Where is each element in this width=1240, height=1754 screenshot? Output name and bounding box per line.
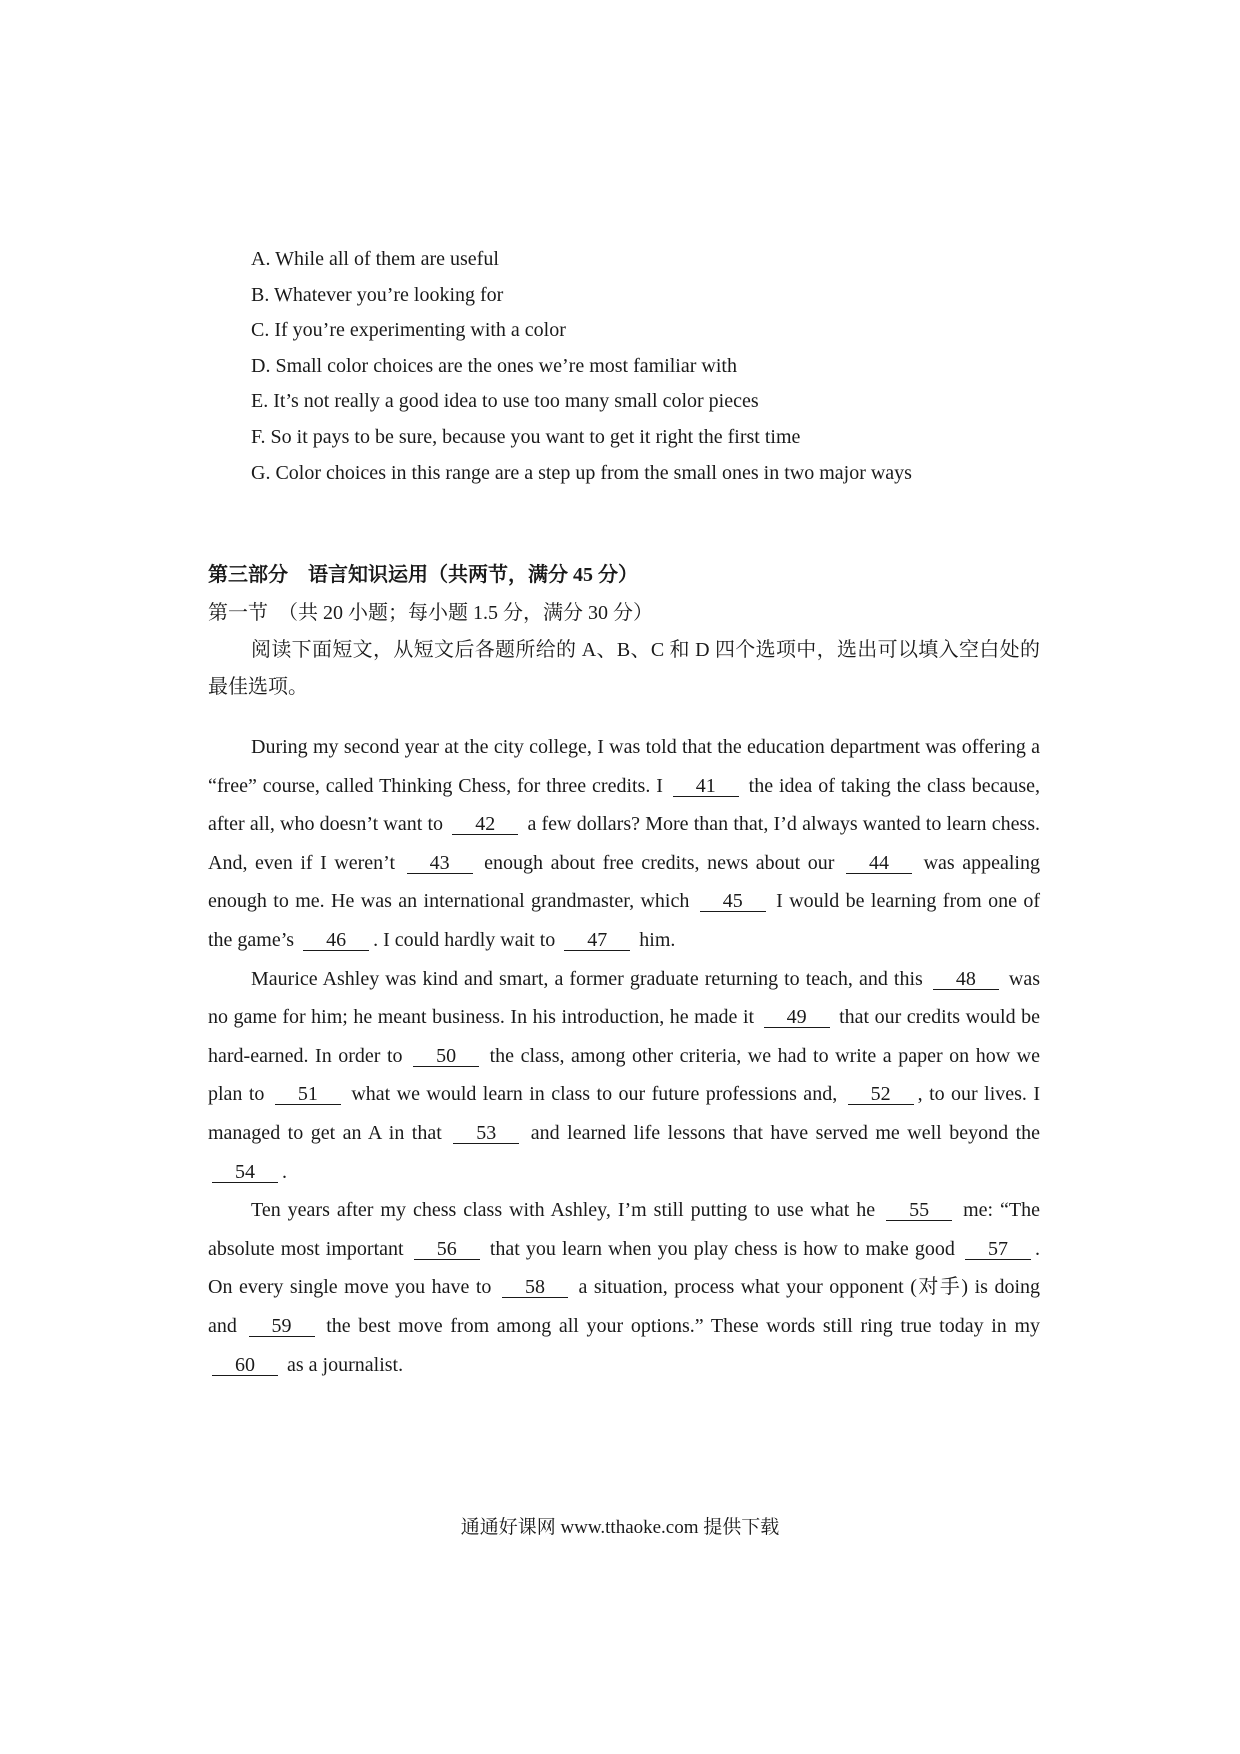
option-d: D. Small color choices are the ones we’re most familiar with <box>251 354 737 377</box>
text: what we would learn in class to our future professions and, <box>351 1083 838 1106</box>
text: as a journalist. <box>287 1353 404 1376</box>
text: that you learn when you play chess is how to make good <box>489 1237 955 1260</box>
blank-44: 44 <box>846 853 912 874</box>
text: a situation, process what your opponent (对手) is doing and <box>208 1276 1041 1337</box>
blank-51: 51 <box>275 1084 341 1105</box>
option-c: C. If you’re experimenting with a color <box>251 319 566 342</box>
text: Maurice Ashley was kind and smart, a former graduate returning to teach, and this <box>251 967 923 990</box>
answer-options-list <box>251 242 1111 491</box>
blank-42: 42 <box>452 814 518 835</box>
option-b: B. Whatever you’re looking for <box>251 283 504 306</box>
text: him. <box>639 928 676 951</box>
blank-43: 43 <box>407 853 473 874</box>
text: . On every single move you have to <box>208 1237 1040 1299</box>
blank-49: 49 <box>764 1007 830 1028</box>
text: , to our lives. I managed to get an A in that <box>208 1083 1041 1144</box>
blank-45: 45 <box>700 891 766 912</box>
blank-53: 53 <box>453 1123 519 1144</box>
blank-54: 54 <box>212 1162 278 1183</box>
blank-57: 57 <box>965 1239 1031 1260</box>
text: was no game for him; he meant business. In his introduction, he made it <box>208 967 1041 1029</box>
blank-47: 47 <box>564 930 630 951</box>
blank-56: 56 <box>414 1239 480 1260</box>
option-a: A. While all of them are useful <box>251 248 499 270</box>
cloze-passage <box>208 728 1040 1384</box>
option-e: E. It’s not really a good idea to use too many small color pieces <box>251 390 759 413</box>
text: and learned life lessons that have served me well beyond the <box>530 1121 1041 1144</box>
paragraph-2 <box>208 960 1040 1192</box>
blank-55: 55 <box>886 1200 952 1221</box>
text: I would be learning from one of the game’s <box>208 890 1041 951</box>
text: During my second year at the city college, I was told that the education department was offering a “free” course, called Thinking Chess, for three credits. I <box>208 736 1040 797</box>
text: . I could hardly wait to <box>373 928 556 951</box>
blank-58: 58 <box>502 1277 568 1298</box>
text: the idea of taking the class because, after all, who doesn’t want to <box>208 774 1040 836</box>
section-title: 第三部分 语言知识运用（共两节，满分 45 分） <box>208 564 638 586</box>
blank-59: 59 <box>249 1316 315 1337</box>
blank-46: 46 <box>303 930 369 951</box>
text: Ten years after my chess class with Ashley, I’m still putting to use what he <box>251 1199 876 1222</box>
section-subtitle: 第一节 （共 20 小题；每小题 1.5 分，满分 30 分） <box>208 602 653 624</box>
text: was appealing enough to me. He was an international grandmaster, which <box>208 851 1040 913</box>
blank-48: 48 <box>933 969 999 990</box>
blank-50: 50 <box>413 1046 479 1067</box>
section-instruction: 阅读下面短文，从短文后各题所给的 A、B、C 和 D 四个选项中，选出可以填入空白处的最佳选项。 <box>208 639 1040 698</box>
page-footer: 通通好课网 www.tthaoke.com 提供下载 <box>460 1517 780 1538</box>
text: the class, among other criteria, we had to write a paper on how we plan to <box>208 1044 1041 1106</box>
paragraph-1 <box>208 728 1040 960</box>
blank-52: 52 <box>848 1084 914 1105</box>
text: . <box>282 1160 287 1183</box>
text: that our credits would be hard-earned. In order to <box>208 1006 1040 1067</box>
option-f: F. So it pays to be sure, because you want to get it right the first time <box>251 425 801 448</box>
text: the best move from among all your options.” These words still ring true today in my <box>326 1314 1040 1337</box>
paragraph-3 <box>208 1191 1040 1384</box>
text: a few dollars? More than that, I’d always wanted to learn chess. And, even if I weren’t <box>208 813 1041 874</box>
text: me: “The absolute most important <box>208 1199 1041 1260</box>
text: enough about free credits, news about our <box>484 851 835 874</box>
blank-41: 41 <box>673 776 739 797</box>
option-g: G. Color choices in this range are a step up from the small ones in two major ways <box>251 461 912 484</box>
blank-60: 60 <box>212 1355 278 1376</box>
